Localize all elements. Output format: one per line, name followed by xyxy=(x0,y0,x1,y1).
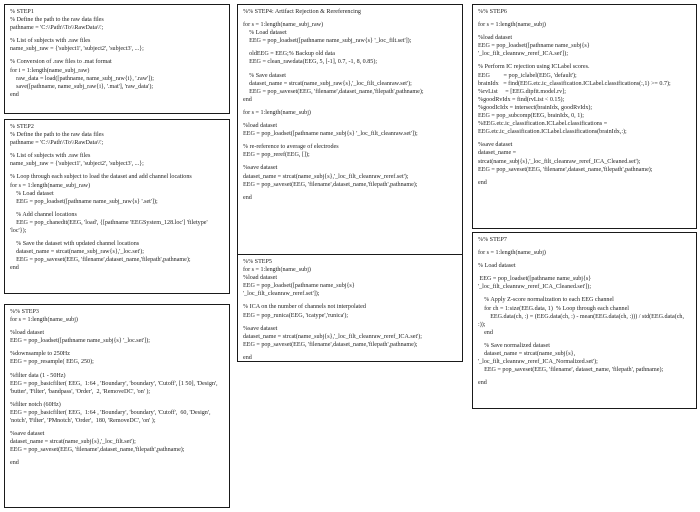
step7-code-line: EEG = pop_saveset(EEG, 'filename', dataset_name, 'filepath', pathname); xyxy=(478,367,664,374)
step2-code-line: for s = 1:length(name_subj_raw) xyxy=(10,182,91,189)
step2-code-line: % Add channel locations xyxy=(10,211,77,218)
step2-code-line: name_subj_raw = {'subject1', 'subject2', 'subject3', ...}; xyxy=(10,161,144,168)
step1-code-line: % List of subjects with .raw files xyxy=(10,38,91,45)
step4-code-line: EEG = pop_reref(EEG, []); xyxy=(243,152,310,159)
step1-code-line: % Conversion of .raw files to .mat format xyxy=(10,59,112,66)
step3-code-line: %filter notch (60Hz) xyxy=(10,401,61,408)
step4-code-line: EEG = pop_saveset(EEG, 'filename',dataset_name,'filepath',pathname); xyxy=(243,88,424,95)
step3-code-line: for s = 1:length(name_subj) xyxy=(10,317,78,324)
step5-code-line: end xyxy=(243,354,252,361)
step2-code-line: % Loop through each subject to load the dataset and add channel locations xyxy=(10,174,192,181)
step2-code-line: EEG = pop_loadset([pathname name_subj_raw{s} '.set']); xyxy=(10,198,158,205)
step6-code-line: %EEG.etc.ic_classification.ICLabel.classifications = xyxy=(478,121,608,128)
step6-code-line: EEG = pop_iclabel(EEG, 'default'); xyxy=(478,72,577,79)
step5-code-line: for s = 1:length(name_subj) xyxy=(243,267,311,274)
step4-code-line: %% STEP4: Artifact Rejection & Rereferencing xyxy=(243,9,361,15)
step7-code-line: end xyxy=(478,329,493,336)
step4-code-line: for s = 1:length(name_subj_raw) xyxy=(243,22,324,29)
step5-code-line: EEG = pop_saveset(EEG, 'filename',dataset_name,'filepath',pathname); xyxy=(243,341,418,348)
step4-code-line: for s = 1:length(name_subj) xyxy=(243,109,311,116)
step1-code-line: % STEP1 xyxy=(10,9,34,15)
step1-code-line: end xyxy=(10,91,19,98)
step6-code-line: for s = 1:length(name_subj) xyxy=(478,22,546,29)
step4-code-line: oldEEG = EEG;% Backup old data xyxy=(243,51,335,58)
step6-code-line: %% STEP6 xyxy=(478,9,507,15)
step1-code-line: save([pathname, name_subj_raw{i}, '.mat'], 'raw_data'); xyxy=(10,83,154,90)
step6-code-line: % Perform IC rejection using ICLabel scores. xyxy=(478,64,590,71)
step2-code-line: % Load dataset xyxy=(10,190,54,197)
step6-code-line: EEG = pop_saveset(EEG, 'filename',dataset_name,'filepath',pathname); xyxy=(478,166,653,173)
step4-code-line: end xyxy=(243,96,252,103)
step4-code-line: EEG = pop_loadset([pathname name_subj{s} '_loc_filt_cleanraw.set']); xyxy=(243,131,418,138)
step3-code-line: %load dataset xyxy=(10,330,45,337)
step5-code-line: EEG = pop_loadset([pathname name_subj{s} xyxy=(243,283,355,290)
step6-code-line: strcat(name_subj{s},'_loc_filt_cleanraw_reref_ICA_Cleaned.set'); xyxy=(478,158,641,165)
step2-code-box xyxy=(4,119,230,294)
step6-code-line: EEG = pop_loadset([pathname name_subj{s} xyxy=(478,43,590,50)
step4-code-line: EEG = pop_loadset([pathname name_subj_raw{s} '_loc_filt.set']); xyxy=(243,38,412,45)
step6-code-line: EEG.etc.ic_classification.ICLabel.classifications(brainIdx,:); xyxy=(478,129,627,136)
step7-code-box xyxy=(472,232,697,409)
step5-code-line: %load dataset xyxy=(243,275,278,282)
step1-code-line: % Define the path to the raw data files xyxy=(10,17,104,24)
step7-code-line: '_loc_filt_cleanraw_reref_ICA_Cleaned.set']); xyxy=(478,284,592,291)
step7-code-line: '_loc_filt_cleanraw_reref_ICA_Normalized.set'); xyxy=(478,359,598,366)
step4-code-line: EEG = pop_saveset(EEG, 'filename',dataset_name,'filepath',pathname); xyxy=(243,181,418,188)
step4-code-line: % Save dataset xyxy=(243,72,286,79)
step3-code-line: %downsample to 250Hz xyxy=(10,351,70,358)
step7-code-line: end xyxy=(478,380,487,387)
step7-code-line: EEG.data(ch, :) = (EEG.data(ch, :) - mean(EEG.data(ch, :))) / std(EEG.data(ch, :)); xyxy=(478,313,686,328)
step4-code-box xyxy=(237,4,463,268)
step4-code-line: %load dataset xyxy=(243,123,278,130)
step2-code-line: % Save the dataset with updated channel locations xyxy=(10,241,140,248)
step7-code-line: % Save normalized dataset xyxy=(478,342,550,349)
step2-code-line: % List of subjects with .raw files xyxy=(10,153,91,160)
step4-code-line: % Load dataset xyxy=(243,30,287,37)
step7-code-line: dataset_name = strcat(name_subj{s}, xyxy=(478,351,576,358)
step7-code-line: for s = 1:length(name_subj) xyxy=(478,250,546,257)
step3-code-line: EEG = pop_saveset(EEG, 'filename',dataset_name,'filepath',pathname); xyxy=(10,447,185,454)
step4-code-line: %save dataset xyxy=(243,165,278,172)
step5-code-line: % ICA on the number of channels not interpolated xyxy=(243,304,366,311)
step6-code-line: '_loc_filt_cleanraw_reref_ICA.set']); xyxy=(478,51,569,58)
step1-code-line: for i = 1:length(name_subj_raw) xyxy=(10,67,90,74)
step2-code-line: % Define the path to the raw data files xyxy=(10,132,104,139)
step1-code-line: raw_data = load([pathname, name_subj_raw{i}, '.raw']); xyxy=(10,75,154,82)
step4-code-line: dataset_name = strcat(name_subj_raw{s},'_loc_filt_cleanraw.set'); xyxy=(243,80,412,87)
step7-code-line: %% STEP7 xyxy=(478,237,507,243)
step6-code-line: brainIdx = find(EEG.etc.ic_classification.ICLabel.classifications(:,1) >= 0.7); xyxy=(478,80,671,87)
step5-code-line: %save dataset xyxy=(243,325,278,332)
step3-code-line: %save dataset xyxy=(10,431,45,438)
step2-code-line: EEG = pop_saveset(EEG, 'filename',dataset_name,'filepath',pathname); xyxy=(10,257,191,264)
step7-code-line: EEG = pop_loadset([pathname name_subj{s} xyxy=(478,276,592,283)
step7-code-line: % Apply Z-score normalization to each EEG channel xyxy=(478,297,614,304)
step2-code-line: dataset_name = strcat(name_subj_raw{s},'_loc.set'); xyxy=(10,249,144,256)
step3-code-line: end xyxy=(10,460,19,467)
step1-code-line: pathname = 'C:\\Path\\To\\RawData\\'; xyxy=(10,25,104,32)
step1-code-box xyxy=(4,4,230,114)
step5-code-line: '_loc_filt_cleanraw_reref.set']); xyxy=(243,291,320,298)
step5-code-box xyxy=(237,254,463,362)
step3-code-line: EEG = pop_basicfilter( EEG, 1:64 , 'Boundary', 'boundary', 'Cutoff', [1 50], 'Design', 'butter', 'Filter', 'bandpass', 'Order', 2, 'RemoveDC', 'on' ); xyxy=(10,380,220,395)
step5-code-line: %% STEP5 xyxy=(243,259,272,265)
step2-code-line: pathname = 'C:\\Path\\To\\RawData\\'; xyxy=(10,140,104,147)
step3-code-line: EEG = pop_basicfilter( EEG, 1:64 , 'Boundary', 'boundary', 'Cutoff', 60, 'Design', 'notch', 'Filter', 'PMnotch', 'Order', 180, 'RemoveDC', 'on' ); xyxy=(10,409,213,425)
step6-code-line: %save dataset xyxy=(478,142,513,149)
step4-code-line: % re-reference to average of electrodes xyxy=(243,144,339,151)
step6-code-line: end xyxy=(478,179,487,186)
step7-code-line: for ch = 1:size(EEG.data, 1) % Loop through each channel xyxy=(478,305,629,312)
step2-code-line: end xyxy=(10,265,19,272)
step2-code-line: EEG = pop_chanedit(EEG, 'load', {[pathname 'EEGSystem_128.loc'] 'filetype' 'loc'}); xyxy=(10,219,210,235)
step2-code-line: % STEP2 xyxy=(10,124,34,130)
step3-code-line: EEG = pop_resample( EEG, 250); xyxy=(10,359,94,366)
step4-code-line: dataset_name = strcat(name_subj{s},'_loc_filt_cleanraw_reref.set'); xyxy=(243,173,409,180)
step4-code-line: EEG = clean_rawdata(EEG, 5, [-1], 0.7, -1, 8, 0.85); xyxy=(243,59,378,66)
step1-code-line: name_subj_raw = {'subject1', 'subject2', 'subject3', ...}; xyxy=(10,46,144,53)
step7-code-line: % Load dataset xyxy=(478,263,516,270)
step6-code-line: %goodIcIdx = intersect(brainIdx, goodRvIdx); xyxy=(478,104,593,111)
step6-code-line: EEG = pop_subcomp(EEG, brainIdx, 0, 1); xyxy=(478,113,584,120)
step3-code-line: %% STEP3 xyxy=(10,309,39,315)
step6-code-box xyxy=(472,4,697,229)
step6-code-line: %rvList = [EEG.dipfit.model.rv]; xyxy=(478,88,566,95)
step6-code-line: dataset_name = xyxy=(478,150,517,157)
step6-code-line: %goodRvIdx = find(rvList < 0.15); xyxy=(478,96,565,103)
step3-code-line: EEG = pop_loadset([pathname name_subj{s} '_loc.set']); xyxy=(10,338,150,345)
step3-code-box xyxy=(4,304,230,508)
step4-code-line: end xyxy=(243,194,252,201)
step6-code-line: %load dataset xyxy=(478,35,513,42)
step5-code-line: dataset_name = strcat(name_subj{s},'_loc_filt_cleanraw_reref_ICA.set'); xyxy=(243,333,422,340)
step3-code-line: %filter data (1 - 50Hz) xyxy=(10,372,66,379)
step3-code-line: dataset_name = strcat(name_subj{s},'_loc_filt.set'); xyxy=(10,439,136,446)
step5-code-line: EEG = pop_runica(EEG, 'icatype','runica'); xyxy=(243,312,349,319)
